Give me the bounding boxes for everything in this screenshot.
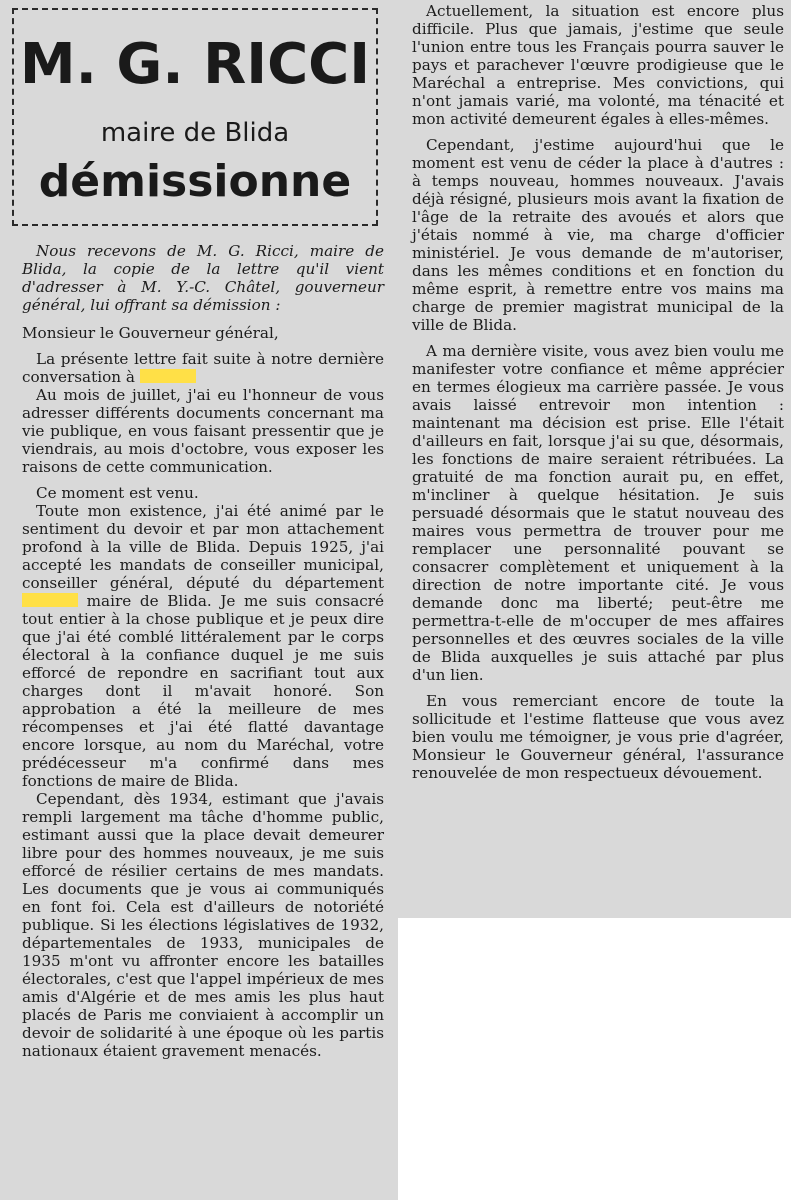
paragraph-text: La présente lettre fait suite à notre dernière conversation à — [22, 350, 384, 386]
right-column — [412, 2, 784, 782]
headline-box — [12, 8, 378, 226]
paragraph — [22, 350, 384, 386]
left-column — [22, 242, 384, 1060]
paragraph: Cependant, j'estime aujourd'hui que le moment est venu de céder la place à d'autres : à temps nouveau, hommes nouveaux. J'avais déjà résigné, plusieurs mois avant la fixation de l'âge de la retraite des avoués et alors que j'étais nommé à vie, ma charge d'officier ministériel. Je vous demande de m'autoriser, dans les mêmes conditions et en fonction du même esprit, à remettre entre vos mains ma charge de premier magistrat municipal de la ville de Blida. — [412, 136, 784, 334]
article-intro: Nous recevons de M. G. Ricci, maire de Blida, la copie de la lettre qu'il vient d'adresser à M. Y.-C. Châtel, gouverneur général, lui offrant sa démission : — [22, 242, 384, 314]
paragraph: En vous remerciant encore de toute la sollicitude et l'estime flatteuse que vous avez bien voulu me témoigner, je vous prie d'agréer, Monsieur le Gouverneur général, l'assurance renouvelée de mon respectueux dévouement. — [412, 692, 784, 782]
paragraph: Au mois de juillet, j'ai eu l'honneur de vous adresser différents documents concernant ma vie publique, en vous faisant pressentir que je viendrais, au mois d'octobre, vous exposer les raisons de cette communication. — [22, 386, 384, 476]
highlight-mark — [22, 593, 78, 607]
paragraph: Actuellement, la situation est encore plus difficile. Plus que jamais, j'estime que seule l'union entre tous les Français pourra sauver le pays et parachever l'œuvre prodigieuse que le Maréchal a entreprise. Mes convictions, qui n'ont jamais varié, ma volonté, ma ténacité et mon activité demeurent égales à elles-mêmes. — [412, 2, 784, 128]
headline-name: M. G. RICCI — [19, 32, 371, 97]
paragraph-text: maire de Blida. Je me suis consacré tout entier à la chose publique et je peux dire que j'ai été comblé littéralement par le corps électoral à la confiance duquel je me suis efforcé de repondre en sacrifiant tout aux charges dont il m'avait honoré. Son approbation a été la meilleure de mes récompenses et j'ai été flatté davantage encore lorsque, au nom du Maréchal, votre prédécesseur m'a confirmé dans mes fonctions de maire de Blida. — [22, 592, 385, 790]
headline-subtitle: maire de Blida — [100, 118, 290, 148]
paragraph — [22, 502, 384, 790]
highlight-mark — [140, 369, 196, 383]
headline-verb: démissionne — [38, 156, 352, 207]
paragraph: Ce moment est venu. — [36, 484, 199, 502]
paragraph: A ma dernière visite, vous avez bien voulu me manifester votre confiance et même apprécier en termes élogieux ma carrière passée. Je vous avais laissé entrevoir mon intention : maintenant ma décision est prise. Elle l'était d'ailleurs en fait, lorsque j'ai su que, désormais, les fonctions de maire seraient rétribuées. La gratuité de ma fonction aurait pu, en effet, m'incliner à quelque hésitation. Je suis persuadé désormais que le statut nouveau des maires vous permettra de trouver pour me remplacer une personnalité pouvant se consacrer complètement et uniquement à la direction de notre importante cité. Je vous demande donc ma liberté; peut-être me permettra-t-elle de m'occuper de mes affaires personnelles et des œuvres sociales de la ville de Blida auxquelles je suis attaché par plus d'un lien. — [412, 342, 784, 684]
paragraph-text: Toute mon existence, j'ai été animé par le sentiment du devoir et par mon attachement profond à la ville de Blida. Depuis 1925, j'ai accepté les mandats de conseiller municipal, conseiller général, député du département — [22, 502, 384, 592]
paragraph: Cependant, dès 1934, estimant que j'avais rempli largement ma tâche d'homme public, estimant aussi que la place devait demeurer libre pour des hommes nouveaux, je me suis efforcé de résilier certains de mes mandats. Les documents que je vous ai communiqués en font foi. Cela est d'ailleurs de notoriété publique. Si les élections législatives de 1932, départementales de 1933, municipales de 1935 m'ont vu affronter encore les batailles électorales, c'est que l'appel impérieux de mes amis d'Algérie et de mes amis les plus haut placés de Paris me conviaient à accomplir un devoir de solidarité à une époque où les partis nationaux étaient gravement menacés. — [22, 790, 384, 1060]
letter-salutation: Monsieur le Gouverneur général, — [22, 324, 279, 342]
